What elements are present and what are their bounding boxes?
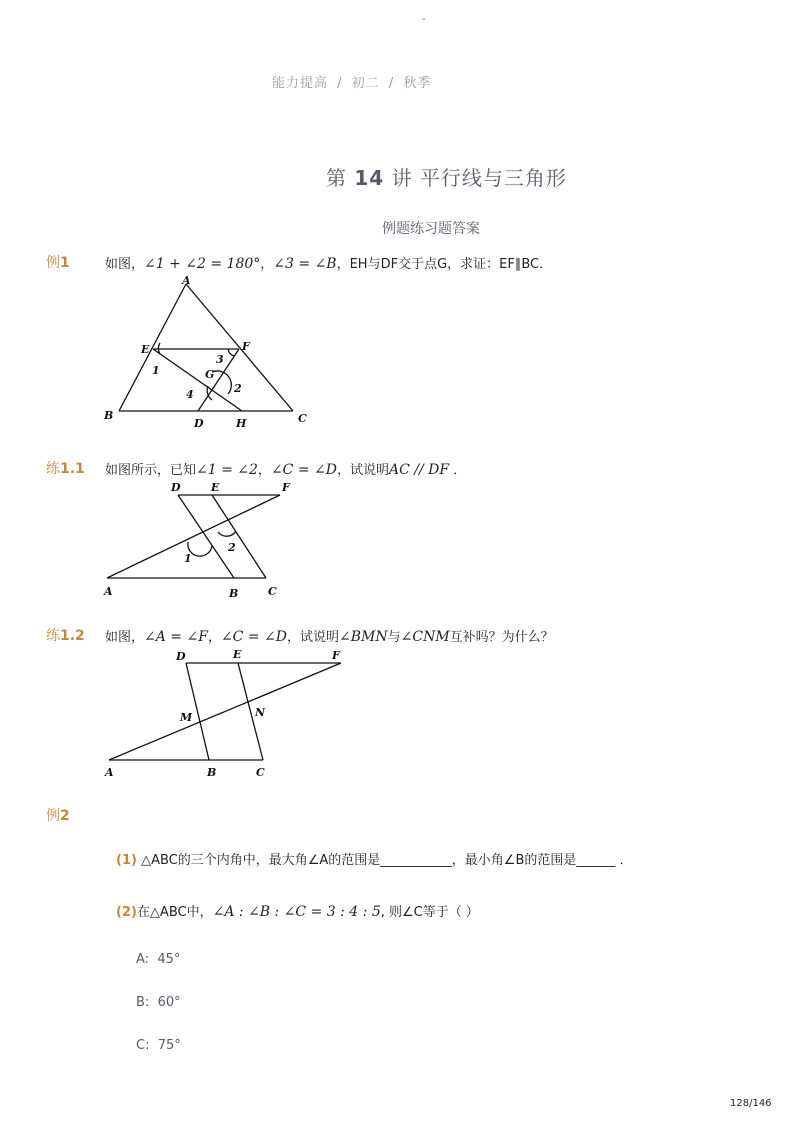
ex1-2-figure <box>100 645 360 785</box>
option-b[interactable]: B: 60° <box>136 995 181 1010</box>
ex1-question: 如图，∠1 + ∠2 = 180°，∠3 = ∠B，EH与DF交于点G，求证：EF∥BC． <box>105 256 553 272</box>
svg-text:E: E <box>141 343 150 356</box>
ex1-1-figure <box>100 478 300 603</box>
top-mark: - <box>422 14 426 25</box>
svg-text:E: E <box>211 481 220 494</box>
svg-text:B: B <box>104 409 114 422</box>
svg-text:F: F <box>242 340 250 353</box>
svg-text:C: C <box>256 766 265 779</box>
ex1-1-tag: 练1.1 <box>46 461 85 477</box>
svg-text:E: E <box>233 648 242 661</box>
svg-text:C: C <box>298 412 307 425</box>
ex1-figure <box>100 270 330 435</box>
svg-text:C: C <box>268 585 277 598</box>
svg-text:B: B <box>207 766 217 779</box>
ex1-2-tag: 练1.2 <box>46 628 85 644</box>
option-a[interactable]: A: 45° <box>136 952 181 967</box>
svg-text:A: A <box>104 585 113 598</box>
breadcrumb <box>270 72 433 91</box>
svg-text:2: 2 <box>234 382 242 395</box>
svg-text:H: H <box>236 417 247 430</box>
svg-text:F: F <box>332 649 340 662</box>
page-number: 128/146 <box>730 1098 772 1109</box>
ex2-q2: (2)在△ABC中，∠A : ∠B : ∠C = 3 : 4 : 5, 则∠C等于（ ） <box>116 904 479 920</box>
ex2-q1: (1) △ABC的三个内角中，最大角∠A的范围是___________，最小角∠B的范围是______ ． <box>116 853 633 868</box>
breadcrumb-grade: 初二 <box>351 76 380 91</box>
svg-text:D: D <box>194 417 204 430</box>
svg-text:3: 3 <box>216 353 224 366</box>
ex1-1-question: 如图所示，已知∠1 = ∠2，∠C = ∠D，试说明AC // DF ． <box>105 462 467 478</box>
svg-text:G: G <box>205 368 215 381</box>
svg-text:M: M <box>180 711 193 724</box>
page-title: 第 14 讲 平行线与三角形 <box>326 166 567 190</box>
svg-text:1: 1 <box>184 552 192 565</box>
svg-text:A: A <box>182 274 191 287</box>
svg-text:B: B <box>229 587 239 600</box>
breadcrumb-level: 能力提高 <box>272 76 329 91</box>
breadcrumb-sep: / <box>337 76 343 91</box>
svg-text:F: F <box>282 481 290 494</box>
svg-text:N: N <box>255 706 266 719</box>
svg-text:D: D <box>176 650 186 663</box>
ex2-tag: 例2 <box>46 808 70 824</box>
svg-text:1: 1 <box>152 364 160 377</box>
ex1-2-question: 如图，∠A = ∠F，∠C = ∠D，试说明∠BMN与∠CNM互补吗？为什么？ <box>105 629 554 645</box>
svg-text:A: A <box>105 766 114 779</box>
option-c[interactable]: C: 75° <box>136 1038 181 1053</box>
breadcrumb-season: 秋季 <box>403 76 432 91</box>
breadcrumb-sep: / <box>388 76 395 91</box>
page-subtitle: 例题练习题答案 <box>382 221 480 237</box>
svg-text:D: D <box>171 481 181 494</box>
ex1-tag: 例1 <box>46 255 70 271</box>
svg-text:2: 2 <box>228 541 236 554</box>
svg-text:4: 4 <box>186 388 194 401</box>
